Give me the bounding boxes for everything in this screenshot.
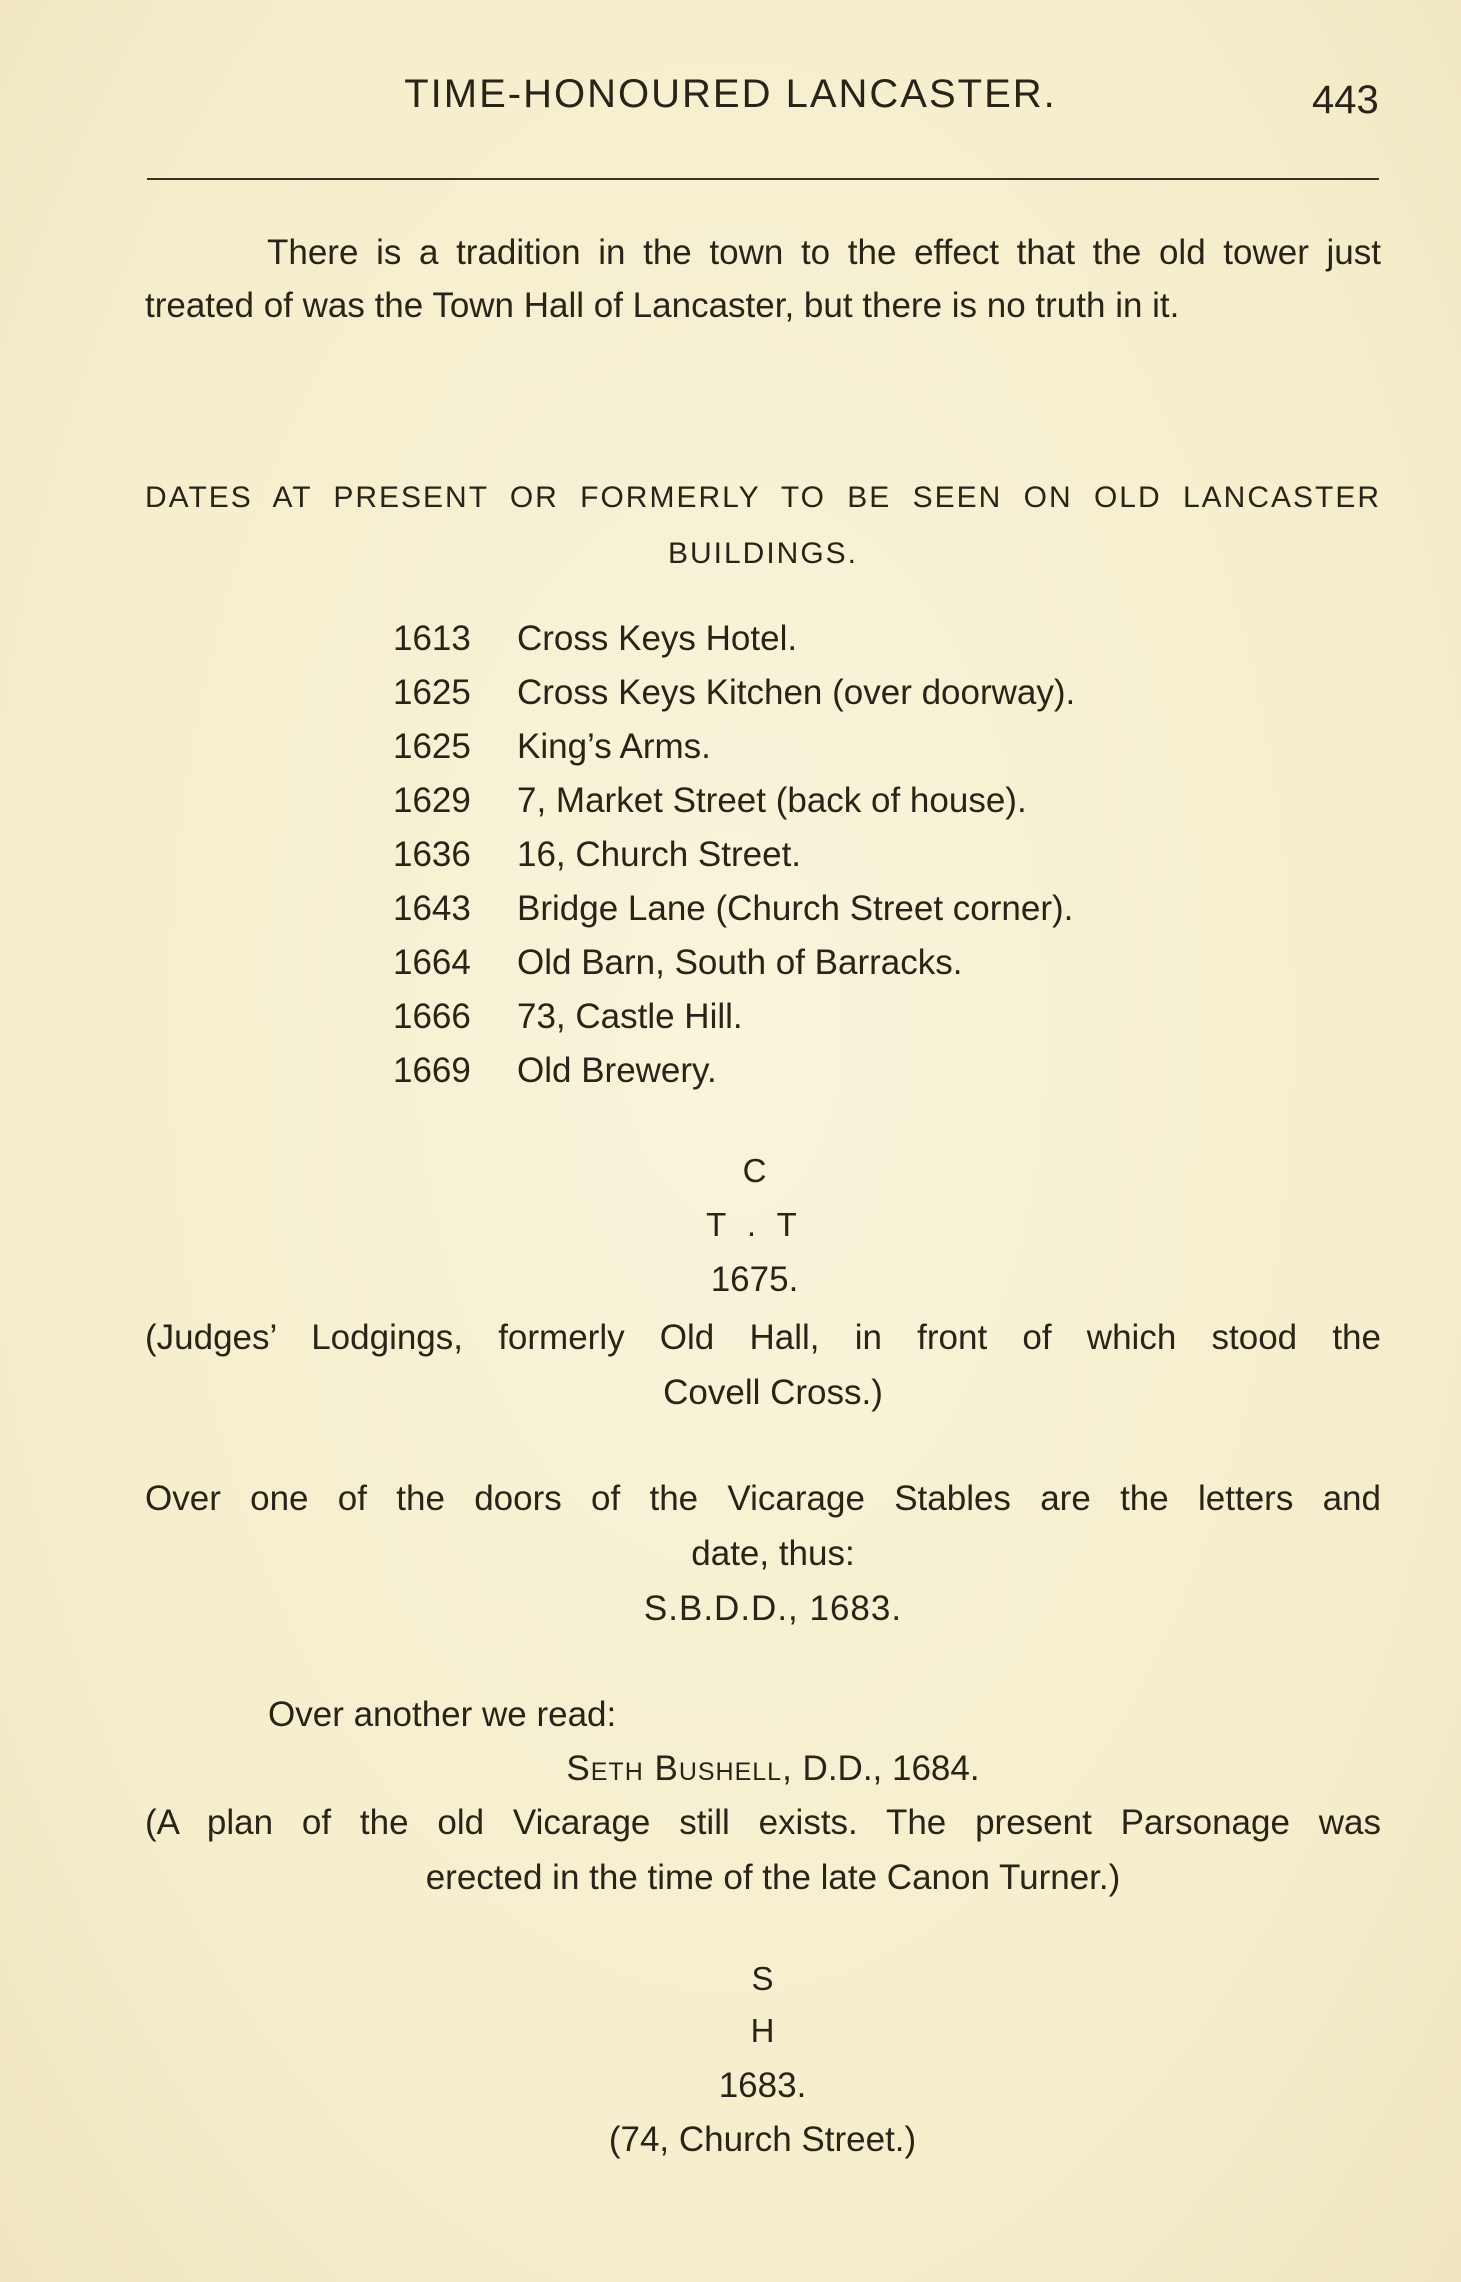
date-year: 1643 <box>393 889 471 928</box>
inscription-2-middle: H <box>750 2012 775 2049</box>
date-year: 1636 <box>393 835 471 874</box>
inscription-1-note-line-2: Covell Cross.) <box>663 1373 883 1412</box>
date-row <box>393 612 1075 666</box>
inscription-1-top: C <box>742 1152 767 1189</box>
date-row <box>393 666 1075 720</box>
header-rule <box>147 178 1379 180</box>
date-place: Old Barn, South of Barracks. <box>517 943 963 982</box>
date-year: 1666 <box>393 997 471 1036</box>
date-row <box>393 990 1075 1044</box>
date-place: 7, Market Street (back of house). <box>517 781 1027 820</box>
date-year: 1664 <box>393 943 471 982</box>
plan-note-line-1: (A plan of the old Vicarage still exists. The present Parsonage was <box>145 1803 1381 1842</box>
date-row <box>393 1044 1075 1098</box>
section-heading-line-2: BUILDINGS. <box>667 537 859 570</box>
date-year: 1625 <box>393 673 471 712</box>
dates-list <box>393 612 1075 1098</box>
date-year: 1613 <box>393 619 471 658</box>
inscription-2-note: (74, Church Street.) <box>608 2120 917 2159</box>
vicarage-line-2: date, thus: <box>691 1534 855 1573</box>
date-row <box>393 774 1075 828</box>
date-row <box>393 936 1075 990</box>
date-place: 73, Castle Hill. <box>517 997 743 1036</box>
inscription-2-top: S <box>751 1960 774 1997</box>
date-row <box>393 882 1075 936</box>
inscription-1-note-line-1: (Judges’ Lodgings, formerly Old Hall, in front of which stood the <box>145 1318 1381 1357</box>
intro-paragraph: There is a tradition in the town to the effect that the old tower just treated of was the Town Hall of Lancaster, but there is no truth in it. <box>145 233 1381 325</box>
date-year: 1625 <box>393 727 471 766</box>
vicarage-inscription: S.B.D.D., 1683. <box>643 1589 903 1628</box>
seth-bushell-name: Seth Bushell, <box>566 1749 793 1788</box>
date-row <box>393 828 1075 882</box>
section-heading <box>145 470 1381 582</box>
vicarage-line-1: Over one of the doors of the Vicarage Stables are the letters and <box>145 1479 1381 1518</box>
page-number: 443 <box>1312 78 1379 122</box>
running-header-title: TIME-HONOURED LANCASTER. <box>404 72 1057 116</box>
date-place: 16, Church Street. <box>517 835 802 874</box>
inscription-2-year: 1683. <box>718 2066 807 2105</box>
date-place: King’s Arms. <box>517 727 711 766</box>
seth-bushell-inscription <box>155 1742 1391 1795</box>
section-heading-line-1: DATES AT PRESENT OR FORMERLY TO BE SEEN ON OLD LANCASTER <box>145 481 1381 514</box>
date-place: Bridge Lane (Church Street corner). <box>517 889 1074 928</box>
plan-note-line-2: erected in the time of the late Canon Turner.) <box>425 1858 1121 1897</box>
seth-bushell-rest: D.D., 1684. <box>802 1749 980 1788</box>
date-place: Cross Keys Kitchen (over doorway). <box>517 673 1076 712</box>
vicarage-another: Over another we read: <box>268 1695 617 1734</box>
inscription-1-middle: T . T <box>706 1206 803 1243</box>
date-place: Cross Keys Hotel. <box>517 619 798 658</box>
date-place: Old Brewery. <box>517 1051 717 1090</box>
date-row <box>393 720 1075 774</box>
inscription-1-year: 1675. <box>710 1260 799 1299</box>
date-year: 1669 <box>393 1051 471 1090</box>
date-year: 1629 <box>393 781 471 820</box>
